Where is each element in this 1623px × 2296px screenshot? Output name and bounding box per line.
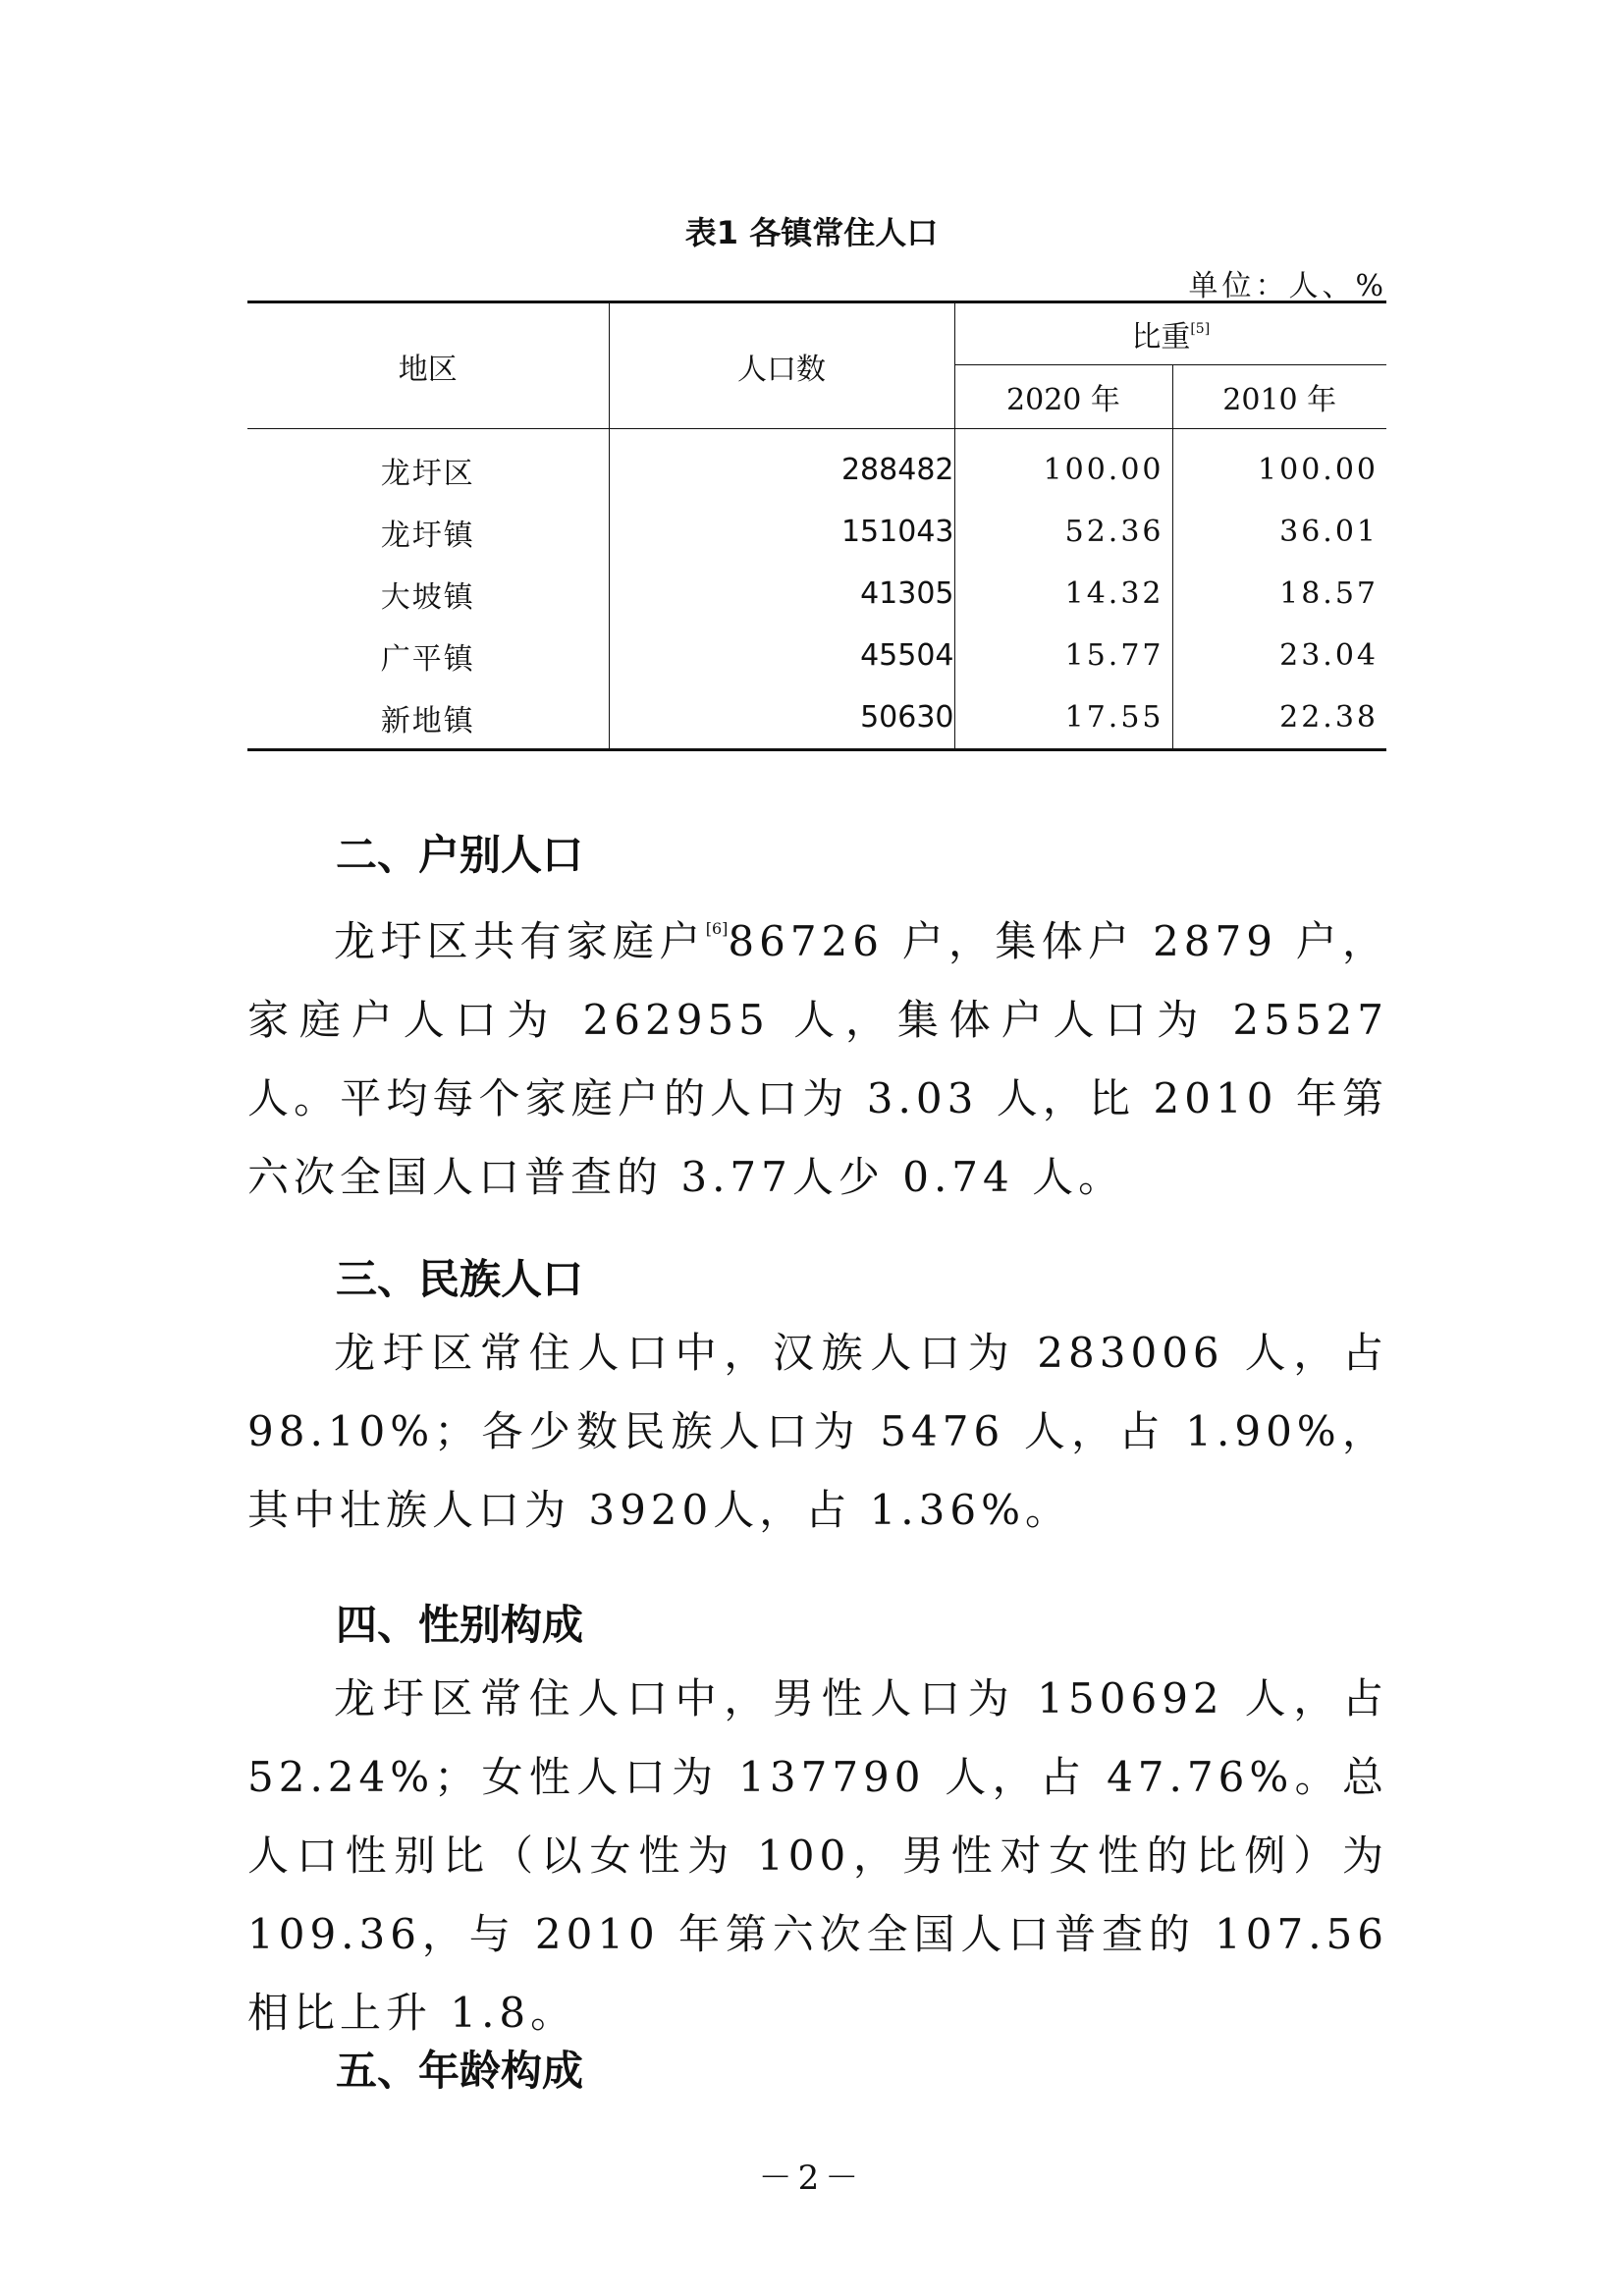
paragraph-ethnic: 龙圩区常住人口中，汉族人口为 283006 人，占 98.10%；各少数民族人口为 5476 人，占 1.90%，其中壮族人口为 3920人，占 1.36%。: [247, 1329, 1388, 1534]
header-share: 比重[5]: [954, 302, 1386, 365]
region-cell: 龙圩区: [247, 429, 609, 502]
household-footnote: [6]: [705, 919, 729, 938]
table-row: [247, 625, 1386, 686]
share-2020-cell: 100.00: [954, 429, 1172, 502]
table-unit: 单位：人、%: [1188, 269, 1387, 303]
share-2010-cell: 23.04: [1279, 638, 1379, 673]
region-cell: 广平镇: [247, 625, 609, 686]
table-title: 表1 各镇常住人口: [684, 214, 939, 251]
header-year-2020: 2020 年: [954, 365, 1172, 429]
share-2010-cell: 22.38: [1172, 686, 1386, 750]
population-cell: 288482: [609, 429, 954, 502]
page-number: －2－: [758, 2159, 865, 2198]
section-heading-age: 五、年龄构成: [336, 2047, 584, 2095]
share-2020-cell: 14.32: [954, 563, 1172, 625]
section-heading-gender: 四、性别构成: [336, 1601, 584, 1649]
population-cell: 151043: [609, 501, 954, 563]
header-region: 地区: [247, 302, 609, 429]
share-2020-cell: 52.36: [954, 501, 1172, 563]
section-heading-ethnic: 三、民族人口: [336, 1255, 584, 1303]
paragraph-gender: 龙圩区常住人口中，男性人口为 150692 人，占 52.24%；女性人口为 137790 人，占 47.76%。总人口性别比（以女性为 100，男性对女性的比例）为 109.36，与 2010 年第六次全国人口普查的 107.56 相比上升 1.8。: [247, 1674, 1388, 2037]
share-2010-cell: 18.57: [1279, 576, 1379, 611]
paragraph-household: 龙圩区共有家庭户[6]86726 户，集体户 2879 户，家庭户人口为 262955 人，集体户人口为 25527 人。平均每个家庭户的人口为 3.03 人，比 2010 年第六次全国人口普查的 3.77人少 0.74 人。: [247, 917, 1388, 1201]
share-2010-cell: 100.00: [1258, 453, 1379, 487]
header-population: 人口数: [609, 302, 954, 429]
section-heading-household: 二、户别人口: [336, 831, 584, 879]
region-cell: 大坡镇: [247, 563, 609, 625]
share-2010-cell: 36.01: [1279, 515, 1379, 549]
share-2020-cell: 15.77: [954, 625, 1172, 686]
table-row: [247, 686, 1386, 750]
header-year-2010: 2010 年: [1172, 365, 1386, 429]
population-table: [247, 301, 1386, 751]
share-2020-cell: 17.55: [954, 686, 1172, 750]
table-row: [247, 563, 1386, 625]
population-cell: 41305: [609, 563, 954, 625]
region-cell: 龙圩镇: [247, 501, 609, 563]
table-row: [247, 429, 1386, 502]
population-cell: 50630: [609, 686, 954, 750]
share-footnote: [5]: [1190, 321, 1211, 337]
region-cell: 新地镇: [247, 686, 609, 750]
population-cell: 45504: [609, 625, 954, 686]
table-row: [247, 501, 1386, 563]
